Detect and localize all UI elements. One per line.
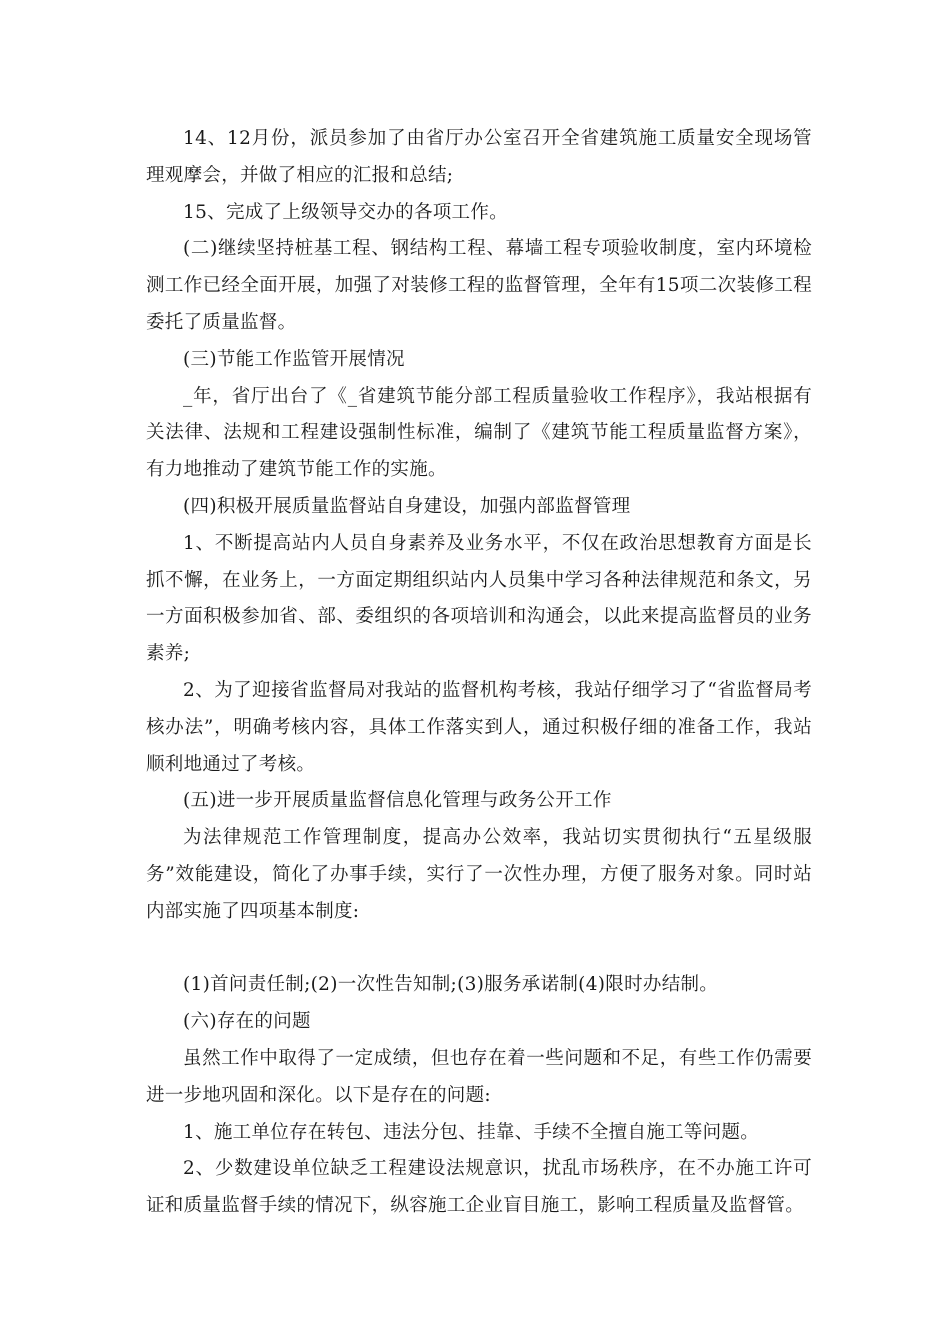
section-heading-6: (六)存在的问题 bbox=[183, 1011, 311, 1033]
paragraph-four-systems: (1)首问责任制;(2)一次性告知制;(3)服务承诺制(4)限时办结制。 bbox=[183, 974, 719, 996]
paragraph-service-efficiency: 为法律规范工作管理制度，提高办公效率，我站切实贯彻执行“五星级服务”效能建设，简化了办事手续，实行了一次性办理，方便了服务对象。同时站内部实施了四项基本制度: bbox=[146, 827, 812, 922]
paragraph-problem-1: 1、施工单位存在转包、违法分包、挂靠、手续不全擅自施工等问题。 bbox=[183, 1121, 760, 1143]
paragraph-energy-saving: _年，省厅出台了《_省建筑节能分部工程质量验收工作程序》，我站根据有关法律、法规和工程建设强制性标准，编制了《建筑节能工程质量监督方案》，有力地推动了建筑节能工作的实施。 bbox=[146, 385, 812, 481]
paragraph-item-2-assessment: 2、为了迎接省监督局对我站的监督机构考核，我站仔细学习了“省监督局考核办法”，明确考核内容，具体工作落实到人，通过积极仔细的准备工作，我站顺利地通过了考核。 bbox=[146, 679, 812, 775]
paragraph-item-1-staff: 1、不断提高站内人员自身素养及业务水平，不仅在政治思想教育方面是长抓不懈，在业务上，一方面定期组织站内人员集中学习各种法律规范和条文，另一方面积极参加省、部、委组织的各项培训和沟通会，以此来提高监督员的业务素养; bbox=[146, 532, 812, 665]
section-heading-4: (四)积极开展质量监督站自身建设，加强内部监督管理 bbox=[183, 495, 631, 517]
section-heading-5: (五)进一步开展质量监督信息化管理与政务公开工作 bbox=[183, 790, 612, 812]
paragraph-item-15: 15、完成了上级领导交办的各项工作。 bbox=[183, 201, 508, 223]
section-heading-3: (三)节能工作监管开展情况 bbox=[183, 348, 405, 370]
paragraph-item-14: 14、12月份，派员参加了由省厅办公室召开全省建筑施工质量安全现场管理观摩会，并做了相应的汇报和总结; bbox=[146, 128, 812, 186]
document-body bbox=[146, 121, 812, 1225]
paragraph-problem-2: 2、少数建设单位缺乏工程建设法规意识，扰乱市场秩序，在不办施工许可证和质量监督手续的情况下，纵容施工企业盲目施工，影响工程质量及监督管。 bbox=[146, 1158, 812, 1217]
paragraph-problems-intro: 虽然工作中取得了一定成绩，但也存在着一些问题和不足，有些工作仍需要进一步地巩固和深化。以下是存在的问题: bbox=[146, 1047, 812, 1106]
paragraph-section-2: (二)继续坚持桩基工程、钢结构工程、幕墙工程专项验收制度，室内环境检测工作已经全面开展，加强了对装修工程的监督管理，全年有15项二次装修工程委托了质量监督。 bbox=[146, 238, 812, 333]
